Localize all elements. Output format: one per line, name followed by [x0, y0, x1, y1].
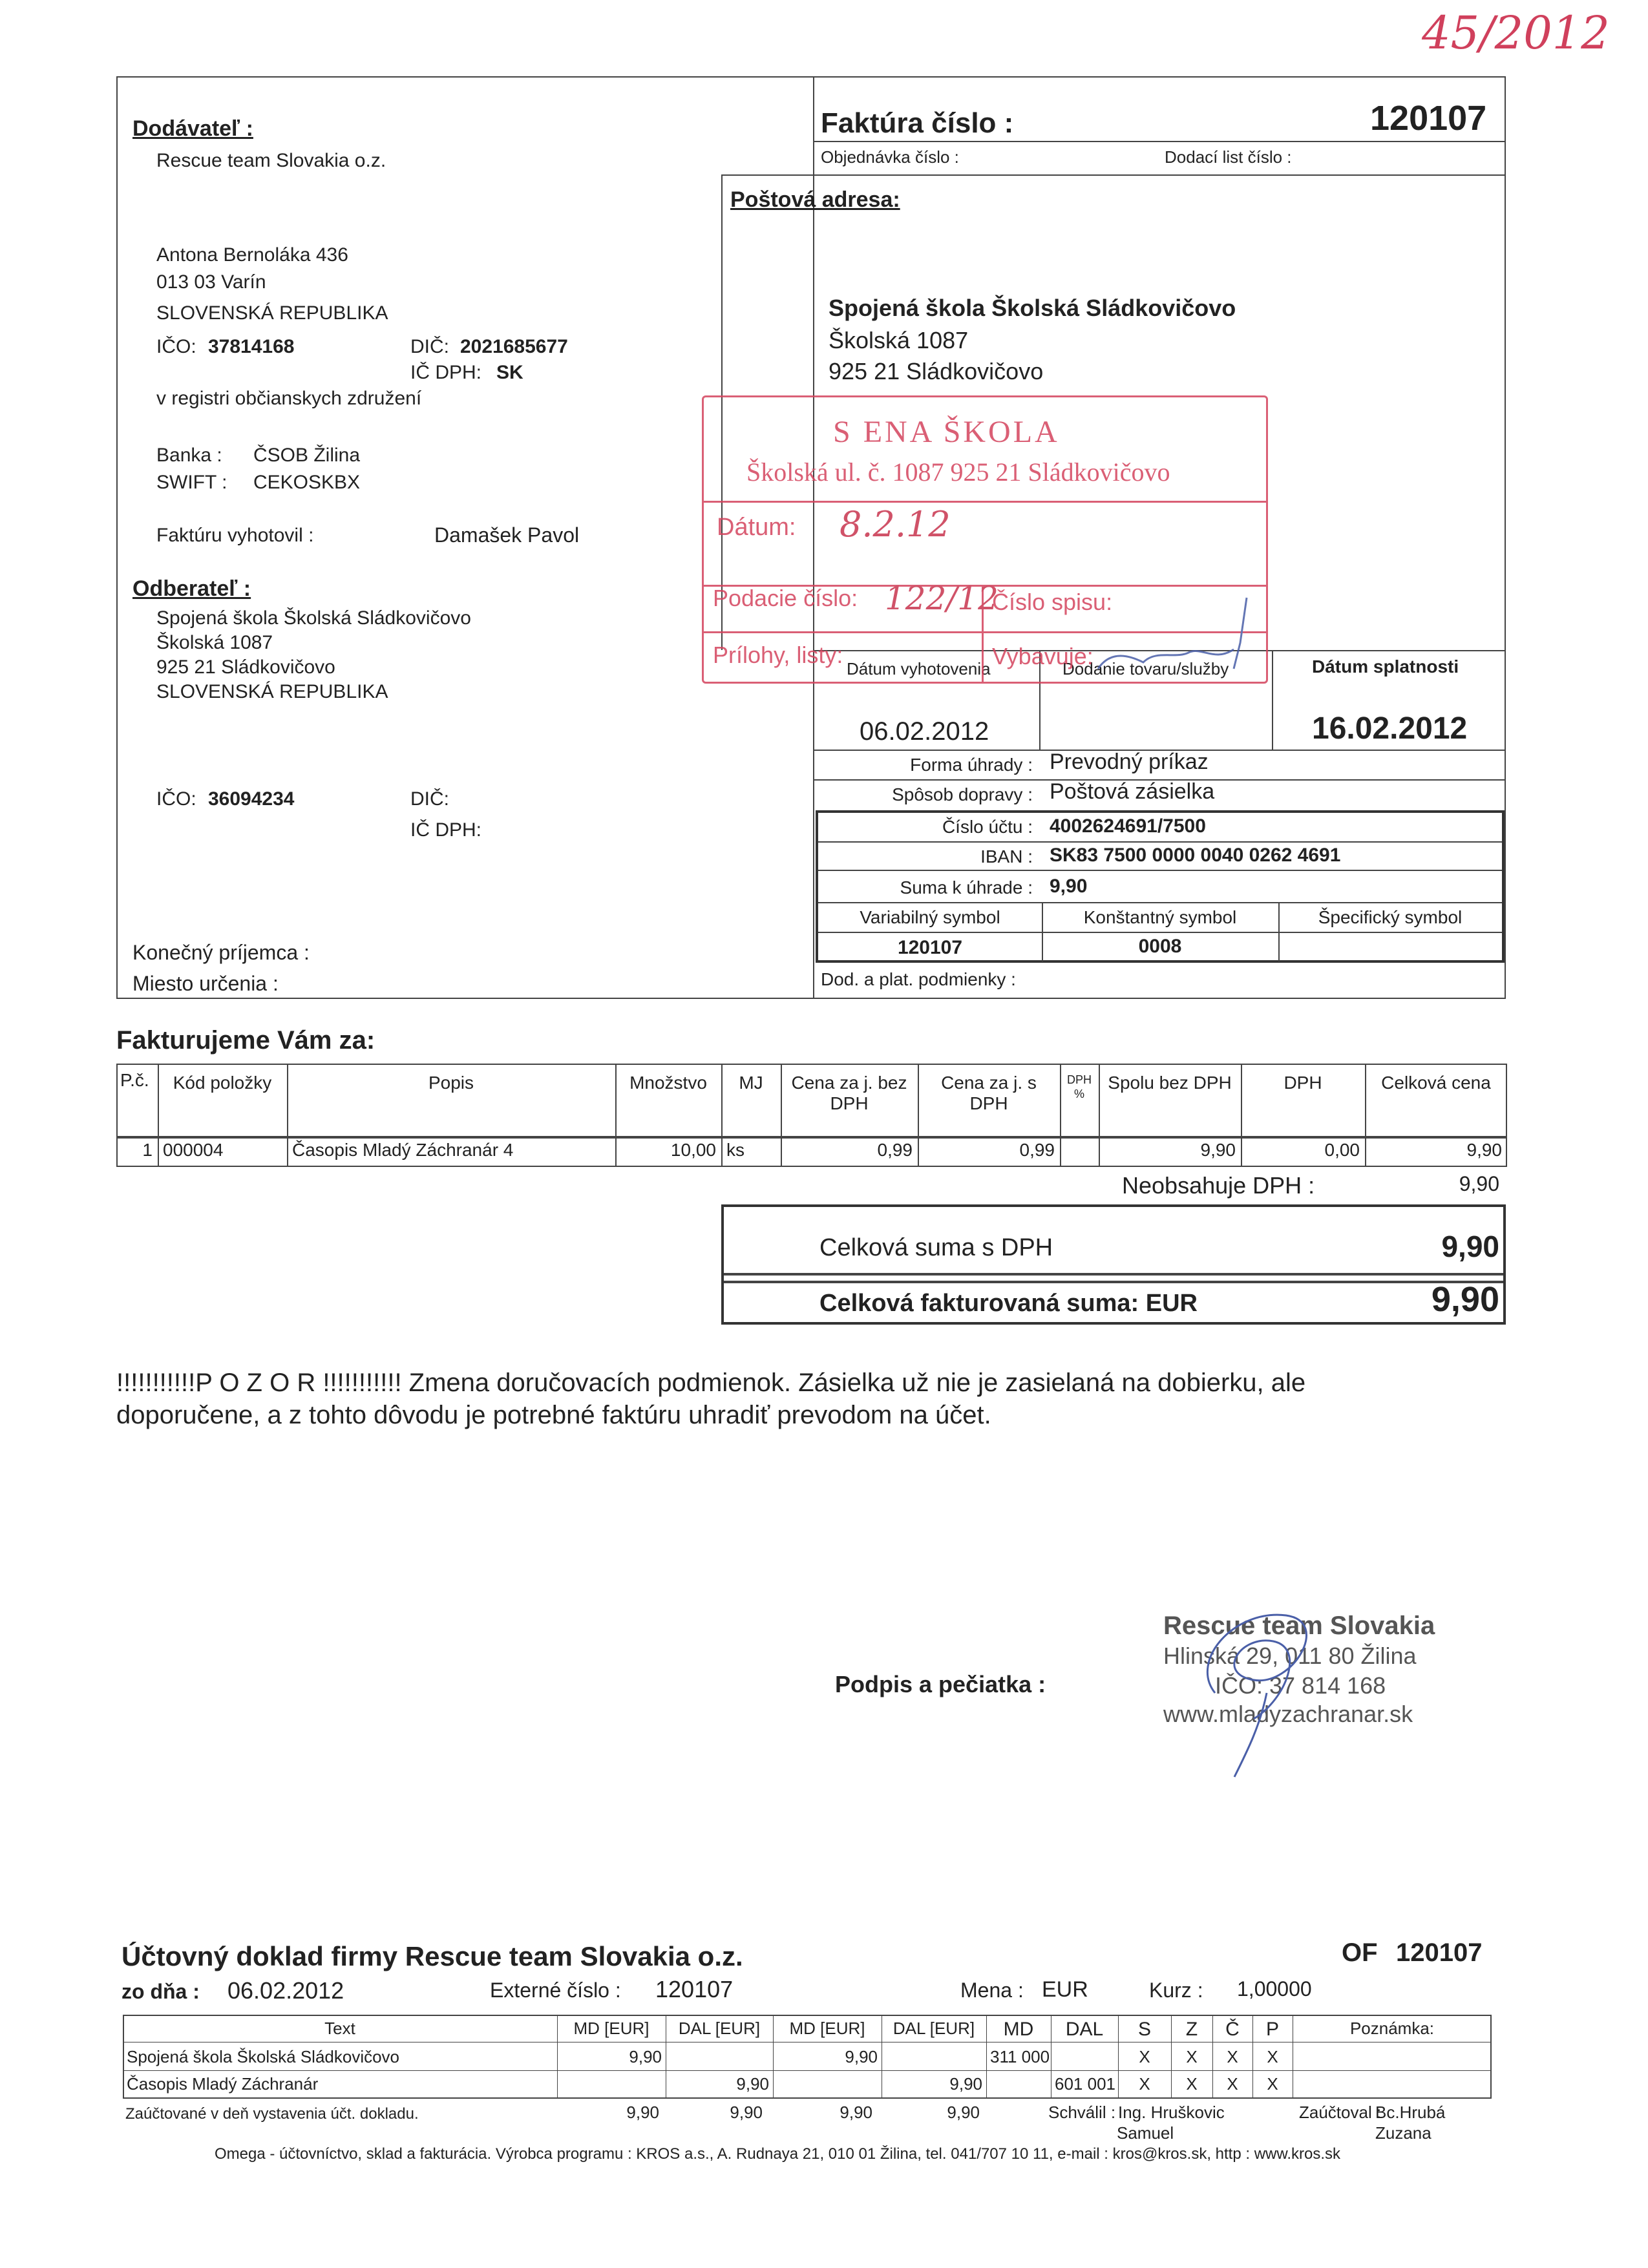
postal-line2: Školská 1087	[829, 327, 969, 353]
stamp-address: Školská ul. č. 1087 925 21 Sládkovičovo	[746, 457, 1170, 487]
item-cell-price-vat: 0,99	[1019, 1140, 1055, 1160]
acc-header-md1: MD [EUR]	[573, 2019, 650, 2038]
acc-cell-text: Časopis Mladý Záchranár	[127, 2074, 319, 2094]
handwritten-reference: 45/2012	[1422, 6, 1610, 59]
delivery-note-label: Dodací list číslo :	[1165, 147, 1292, 167]
accounting-footer-label: Zaúčtované v deň vystavenia účt. dokladu.	[125, 2105, 419, 2123]
transport-label: Spôsob dopravy :	[892, 784, 1033, 804]
iban-label: IBAN :	[980, 846, 1033, 866]
item-cell-vat: 0,00	[1324, 1140, 1360, 1160]
postal-heading: Poštová adresa:	[730, 187, 900, 212]
account-label: Číslo účtu :	[942, 817, 1033, 837]
external-number: 120107	[655, 1976, 734, 2002]
accounting-of-number: 120107	[1396, 1938, 1483, 1967]
specific-symbol-label: Špecifický symbol	[1318, 907, 1463, 927]
stamp-prilohy-label: Prílohy, listy:	[713, 642, 843, 668]
rate-label: Kurz :	[1149, 1979, 1203, 2002]
invoice-title: Faktúra číslo :	[821, 107, 1014, 139]
acc-cell-c: X	[1227, 2047, 1238, 2066]
customer-line4: SLOVENSKÁ REPUBLIKA	[156, 681, 388, 702]
customer-line2: Školská 1087	[156, 632, 273, 653]
due-date: 16.02.2012	[1312, 711, 1468, 746]
items-header-vat: DPH	[1284, 1073, 1322, 1093]
items-header-line	[116, 1136, 1507, 1139]
acc-cell-dal1: 9,90	[736, 2074, 769, 2094]
bank-line-4	[818, 932, 1502, 933]
customer-ico: 36094234	[208, 788, 295, 810]
customer-line1: Spojená škola Školská Sládkovičovo	[156, 607, 471, 629]
acc-header-note: Poznámka:	[1349, 2019, 1435, 2038]
acc-cell-s: X	[1139, 2047, 1150, 2066]
supplier-dic-label: DIČ:	[410, 336, 449, 357]
dates-divider-2	[1272, 650, 1273, 750]
acc-cell-dal2: 9,90	[949, 2074, 982, 2094]
acc-cell-text: Spojená škola Školská Sládkovičovo	[127, 2047, 400, 2066]
items-heading: Fakturujeme Vám za:	[116, 1026, 375, 1055]
acc-header-p: P	[1265, 2019, 1279, 2040]
received-stamp	[702, 395, 1268, 684]
totals-line-1	[724, 1273, 1503, 1276]
company-stamp-line3: IČO: 37 814 168	[1215, 1672, 1386, 1699]
footer-md2: 9,90	[840, 2103, 872, 2122]
acc-row-line	[123, 2070, 1492, 2071]
company-stamp-line1: Rescue team Slovakia	[1163, 1612, 1435, 1640]
supplier-icdph-label: IČ DPH:	[410, 362, 482, 383]
issued-by-label: Faktúru vyhotovil :	[156, 525, 314, 546]
iban: SK83 7500 0000 0040 0262 4691	[1050, 845, 1341, 866]
order-number-label: Objednávka číslo :	[821, 147, 959, 167]
conditions-label: Dod. a plat. podmienky :	[821, 969, 1016, 989]
acc-header-s: S	[1137, 2019, 1151, 2040]
item-cell-total: 9,90	[1466, 1140, 1502, 1160]
supplier-ico-label: IČO:	[156, 336, 196, 357]
posted-name2: Zuzana	[1375, 2123, 1431, 2143]
approved-name2: Samuel	[1117, 2123, 1174, 2143]
item-cell-unit: ks	[726, 1140, 745, 1160]
no-vat-label: Neobsahuje DPH :	[1122, 1172, 1315, 1199]
acc-header-z: Z	[1185, 2019, 1198, 2040]
item-cell-price-no-vat: 0,99	[877, 1140, 913, 1160]
grand-total-label: Celková fakturovaná suma: EUR	[819, 1290, 1198, 1317]
stamp-podacie-value: 122/12	[885, 580, 998, 617]
grand-total-value: 9,90	[1431, 1280, 1499, 1319]
supplier-icdph: SK	[496, 362, 523, 383]
item-cell-sum-no-vat: 9,90	[1200, 1140, 1236, 1160]
items-header-pc: P.č.	[120, 1070, 149, 1090]
items-header-total: Celková cena	[1381, 1073, 1491, 1093]
company-stamp-line2: Hlinská 29, 011 80 Žilina	[1163, 1643, 1417, 1669]
approved-name1: Ing. Hruškovic	[1118, 2103, 1225, 2122]
currency: EUR	[1042, 1977, 1088, 2002]
footer-md1: 9,90	[626, 2103, 659, 2122]
item-cell-desc: Časopis Mladý Záchranár 4	[292, 1140, 514, 1160]
acc-cell-md1: 9,90	[629, 2047, 662, 2066]
acc-header-c: Č	[1225, 2019, 1240, 2040]
acc-header-dal: DAL	[1065, 2019, 1104, 2040]
rate: 1,00000	[1237, 1977, 1312, 2000]
items-header-price-no-vat: Cena za j. bez DPH	[791, 1073, 907, 1113]
item-cell-pc: 1	[142, 1140, 153, 1160]
acc-header-text: Text	[324, 2019, 355, 2038]
total-vat-label: Celková suma s DPH	[819, 1234, 1053, 1261]
postal-line3: 925 21 Sládkovičovo	[829, 358, 1044, 384]
customer-icdph-label: IČ DPH:	[410, 819, 482, 841]
acc-cell-s: X	[1139, 2074, 1150, 2094]
customer-ico-label: IČO:	[156, 788, 196, 810]
bank-name: ČSOB Žilina	[253, 445, 361, 466]
constant-symbol-label: Konštantný symbol	[1083, 907, 1237, 927]
notice-line2: doporučene, a z tohto dôvodu je potrebné faktúru uhradiť prevodom na účet.	[116, 1401, 991, 1429]
account-number: 4002624691/7500	[1050, 815, 1206, 837]
amount-due: 9,90	[1050, 876, 1088, 897]
customer-line3: 925 21 Sládkovičovo	[156, 656, 335, 678]
supplier-street: Antona Bernoláka 436	[156, 244, 348, 266]
posted-name1: Bc.Hrubá	[1375, 2103, 1446, 2122]
items-header-price-vat: Cena za j. s DPH	[941, 1073, 1037, 1113]
final-recipient-label: Konečný príjemca :	[132, 941, 310, 964]
postal-top-line	[721, 174, 1506, 176]
footer-dal2: 9,90	[947, 2103, 980, 2122]
invoice-number: 120107	[1370, 99, 1487, 138]
acc-cell-c: X	[1227, 2074, 1238, 2094]
stamp-handwritten-signature	[1085, 591, 1260, 682]
acc-header-md: MD	[1003, 2019, 1034, 2040]
acc-header-dal2: DAL [EUR]	[893, 2019, 975, 2038]
payment-form: Prevodný príkaz	[1050, 750, 1209, 774]
postal-line1: Spojená škola Školská Sládkovičovo	[829, 295, 1236, 321]
acc-cell-p: X	[1267, 2074, 1278, 2094]
acc-header-dal1: DAL [EUR]	[678, 2019, 761, 2038]
stamp-spis-label: Číslo spisu:	[992, 589, 1113, 615]
items-header-unit: MJ	[739, 1073, 763, 1093]
approved-label: Schválil :	[1048, 2103, 1116, 2122]
bank-label: Banka :	[156, 445, 222, 466]
company-stamp-line4: www.mladyzachranar.sk	[1163, 1701, 1413, 1727]
signature-label: Podpis a pečiatka :	[835, 1671, 1046, 1697]
customer-dic-label: DIČ:	[410, 788, 449, 810]
currency-label: Mena :	[960, 1979, 1024, 2002]
issued-by-name: Damašek Pavol	[434, 523, 580, 547]
item-cell-code: 000004	[163, 1140, 224, 1160]
swift-code: CEKOSKBX	[253, 472, 361, 493]
acc-cell-md: 311 000	[990, 2047, 1050, 2066]
swift-label: SWIFT :	[156, 472, 227, 493]
destination-label: Miesto určenia :	[132, 972, 279, 995]
supplier-name: Rescue team Slovakia o.z.	[156, 150, 386, 171]
bank-line-1	[818, 841, 1502, 843]
stamp-date-label: Dátum:	[717, 514, 796, 541]
issue-date: 06.02.2012	[860, 717, 989, 746]
acc-cell-z: X	[1186, 2047, 1198, 2066]
accounting-date: 06.02.2012	[227, 1977, 344, 2004]
software-line: Omega - účtovníctvo, sklad a fakturácia. Výrobca programu : KROS a.s., A. Rudnaya 21, 010 01 Žilina, tel. 041/707 10 11, e-mail : kros@kros.sk, http : www.kros.sk	[215, 2145, 1341, 2163]
bank-line-2	[818, 870, 1502, 871]
external-number-label: Externé číslo :	[490, 1979, 621, 2002]
acc-cell-z: X	[1186, 2074, 1198, 2094]
no-vat-value: 9,90	[1459, 1172, 1499, 1195]
footer-dal1: 9,90	[730, 2103, 763, 2122]
amount-due-label: Suma k úhrade :	[900, 877, 1033, 898]
acc-cell-md2: 9,90	[845, 2047, 878, 2066]
bank-line-3	[818, 902, 1502, 903]
transport: Poštová zásielka	[1050, 779, 1215, 804]
supplier-heading: Dodávateľ :	[132, 116, 253, 141]
stamp-title: S ENA ŠKOLA	[833, 415, 1060, 449]
notice-line1: !!!!!!!!!!!P O Z O R !!!!!!!!!!! Zmena doručovacích podmienok. Zásielka už nie je zasielaná na dobierku, ale	[116, 1369, 1306, 1397]
customer-heading: Odberateľ :	[132, 576, 251, 601]
acc-header-md2: MD [EUR]	[789, 2019, 865, 2038]
supplier-city: 013 03 Varín	[156, 271, 266, 293]
items-header-vat-pct: DPH %	[1066, 1073, 1092, 1100]
supplier-registry: v registri občianskych združení	[156, 388, 422, 409]
stamp-podacie-label: Podacie číslo:	[713, 585, 858, 611]
payment-form-label: Forma úhrady :	[910, 755, 1033, 775]
due-date-label: Dátum splatnosti	[1312, 656, 1459, 677]
items-header-qty: Množstvo	[629, 1073, 707, 1093]
issue-date-label: Dátum vyhotovenia	[847, 659, 991, 678]
supplier-ico: 37814168	[208, 336, 295, 357]
stamp-date-value: 8.2.12	[840, 504, 951, 545]
invoice-number-divider	[813, 141, 1506, 142]
total-vat-value: 9,90	[1441, 1230, 1499, 1263]
stamp-vybavuje-label: Vybavuje:	[992, 643, 1093, 669]
accounting-date-label: zo dňa :	[121, 1980, 200, 2003]
supplier-dic: 2021685677	[460, 336, 568, 357]
handwritten-signature	[1176, 1596, 1344, 1783]
constant-symbol: 0008	[1138, 936, 1182, 957]
items-header-desc: Popis	[428, 1073, 474, 1093]
stamp-line-1	[704, 501, 1266, 503]
acc-cell-p: X	[1267, 2047, 1278, 2066]
posted-label: Zaúčtoval :	[1299, 2103, 1382, 2122]
supplier-country: SLOVENSKÁ REPUBLIKA	[156, 302, 388, 324]
item-cell-qty: 10,00	[670, 1140, 716, 1160]
items-header-sum-no-vat: Spolu bez DPH	[1108, 1073, 1232, 1093]
accounting-title: Účtovný doklad firmy Rescue team Slovakia o.z.	[121, 1941, 743, 1971]
items-header-code: Kód položky	[173, 1073, 272, 1093]
acc-cell-dal: 601 001	[1055, 2074, 1115, 2094]
variable-symbol-label: Variabilný symbol	[860, 907, 1000, 927]
accounting-of-label: OF	[1342, 1938, 1378, 1967]
delivery-date-label: Dodanie tovaru/služby	[1062, 659, 1229, 678]
variable-symbol: 120107	[897, 937, 963, 958]
